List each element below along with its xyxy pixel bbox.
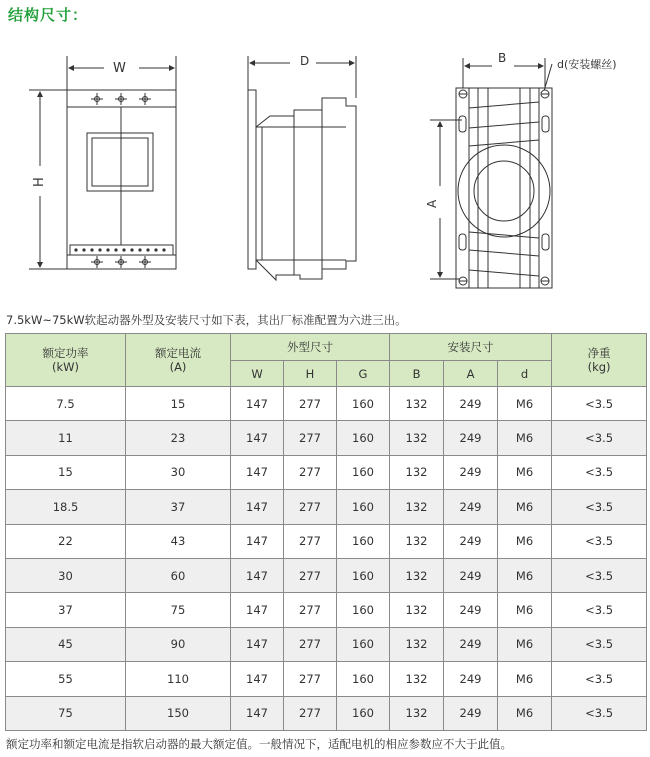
table-cell: 277 bbox=[284, 387, 337, 421]
table-cell: M6 bbox=[498, 490, 552, 524]
table-cell: 132 bbox=[390, 627, 444, 661]
table-cell: <3.5 bbox=[552, 524, 647, 558]
table-cell: 150 bbox=[126, 696, 231, 730]
table-cell: 277 bbox=[284, 524, 337, 558]
rear-view-drawing bbox=[430, 58, 552, 288]
header-outline: 外型尺寸 bbox=[231, 334, 390, 361]
header-h: H bbox=[284, 361, 337, 387]
table-cell: 277 bbox=[284, 421, 337, 455]
table-cell: 147 bbox=[231, 627, 284, 661]
table-cell: 249 bbox=[444, 662, 498, 696]
table-row bbox=[6, 696, 647, 730]
header-power bbox=[6, 334, 126, 387]
section-title: 结构尺寸： bbox=[8, 6, 89, 24]
intro-text: 7.5kW~75kW软起动器外型及安装尺寸如下表，其出厂标准配置为六进三出。 bbox=[6, 313, 407, 327]
table-row bbox=[6, 558, 647, 592]
table-cell: 132 bbox=[390, 455, 444, 489]
table-cell: 160 bbox=[337, 490, 390, 524]
table-cell: 160 bbox=[337, 421, 390, 455]
table-cell: 132 bbox=[390, 524, 444, 558]
table-cell: 277 bbox=[284, 490, 337, 524]
table-cell: 55 bbox=[6, 662, 126, 696]
table-cell: 132 bbox=[390, 662, 444, 696]
table-row bbox=[6, 387, 647, 421]
table-cell: 147 bbox=[231, 662, 284, 696]
table-cell: 249 bbox=[444, 421, 498, 455]
header-weight-label: 净重 bbox=[587, 346, 611, 360]
table-cell: 43 bbox=[126, 524, 231, 558]
table-cell: 23 bbox=[126, 421, 231, 455]
table-row bbox=[6, 524, 647, 558]
table-row bbox=[6, 593, 647, 627]
label-b: B bbox=[498, 51, 507, 65]
table-cell: 277 bbox=[284, 662, 337, 696]
table-cell: 147 bbox=[231, 593, 284, 627]
table-cell: 160 bbox=[337, 558, 390, 592]
table-cell: 30 bbox=[6, 558, 126, 592]
table-cell: 249 bbox=[444, 593, 498, 627]
table-cell: 37 bbox=[6, 593, 126, 627]
table-cell: M6 bbox=[498, 558, 552, 592]
table-cell: 160 bbox=[337, 524, 390, 558]
table-cell: 147 bbox=[231, 696, 284, 730]
footnote: 额定功率和额定电流是指软启动器的最大额定值。一般情况下，适配电机的相应参数应不大于此值。 bbox=[6, 737, 512, 751]
table-cell: <3.5 bbox=[552, 696, 647, 730]
table-row bbox=[6, 490, 647, 524]
header-current bbox=[126, 334, 231, 387]
table-cell: 132 bbox=[390, 387, 444, 421]
table-cell: <3.5 bbox=[552, 662, 647, 696]
front-bottom-screws bbox=[91, 256, 151, 268]
table-cell: 249 bbox=[444, 490, 498, 524]
header-power-unit: (kW) bbox=[51, 360, 79, 374]
table-cell: <3.5 bbox=[552, 455, 647, 489]
table-cell: 7.5 bbox=[6, 387, 126, 421]
table-cell: 30 bbox=[126, 455, 231, 489]
table-cell: M6 bbox=[498, 387, 552, 421]
header-d: d bbox=[498, 361, 552, 387]
table-cell: M6 bbox=[498, 662, 552, 696]
table-cell: 90 bbox=[126, 627, 231, 661]
table-cell: <3.5 bbox=[552, 387, 647, 421]
table-cell: 147 bbox=[231, 490, 284, 524]
table-cell: 22 bbox=[6, 524, 126, 558]
table-cell: 147 bbox=[231, 387, 284, 421]
table-cell: 249 bbox=[444, 627, 498, 661]
table-cell: 110 bbox=[126, 662, 231, 696]
table-cell: 45 bbox=[6, 627, 126, 661]
table-cell: 132 bbox=[390, 696, 444, 730]
header-w: W bbox=[231, 361, 284, 387]
table-row bbox=[6, 455, 647, 489]
table-cell: M6 bbox=[498, 593, 552, 627]
table-cell: 277 bbox=[284, 593, 337, 627]
table-cell: 160 bbox=[337, 455, 390, 489]
table-cell: 160 bbox=[337, 387, 390, 421]
table-cell: 160 bbox=[337, 662, 390, 696]
table-cell: M6 bbox=[498, 524, 552, 558]
table-cell: <3.5 bbox=[552, 593, 647, 627]
table-cell: <3.5 bbox=[552, 490, 647, 524]
table-cell: 15 bbox=[126, 387, 231, 421]
table-row bbox=[6, 662, 647, 696]
front-top-screws bbox=[91, 93, 151, 105]
table-cell: 277 bbox=[284, 455, 337, 489]
table-cell: 147 bbox=[231, 524, 284, 558]
dimension-drawings bbox=[0, 28, 650, 298]
table-row bbox=[6, 421, 647, 455]
side-view-drawing bbox=[248, 56, 356, 280]
table-cell: 75 bbox=[126, 593, 231, 627]
table-cell: 132 bbox=[390, 490, 444, 524]
header-current-label: 额定电流 bbox=[155, 346, 201, 360]
spec-table bbox=[5, 333, 647, 731]
table-cell: 249 bbox=[444, 387, 498, 421]
header-weight-unit: (kg) bbox=[587, 360, 611, 374]
table-row bbox=[6, 627, 647, 661]
table-cell: 160 bbox=[337, 696, 390, 730]
table-cell: 132 bbox=[390, 421, 444, 455]
table-cell: 160 bbox=[337, 627, 390, 661]
spec-table-body bbox=[6, 387, 647, 731]
table-cell: <3.5 bbox=[552, 627, 647, 661]
table-cell: 15 bbox=[6, 455, 126, 489]
label-screw: d(安装螺丝) bbox=[557, 58, 617, 71]
header-current-unit: (A) bbox=[169, 360, 187, 374]
header-g: G bbox=[337, 361, 390, 387]
table-cell: 147 bbox=[231, 421, 284, 455]
table-cell: 249 bbox=[444, 524, 498, 558]
table-cell: M6 bbox=[498, 696, 552, 730]
label-w: W bbox=[113, 61, 126, 76]
front-view-drawing bbox=[29, 56, 176, 269]
table-cell: 37 bbox=[126, 490, 231, 524]
table-cell: 75 bbox=[6, 696, 126, 730]
header-b: B bbox=[390, 361, 444, 387]
table-cell: 11 bbox=[6, 421, 126, 455]
table-cell: 147 bbox=[231, 455, 284, 489]
table-cell: <3.5 bbox=[552, 421, 647, 455]
table-cell: 277 bbox=[284, 696, 337, 730]
table-cell: M6 bbox=[498, 455, 552, 489]
table-cell: 249 bbox=[444, 558, 498, 592]
header-a: A bbox=[444, 361, 498, 387]
table-cell: 249 bbox=[444, 455, 498, 489]
table-cell: 277 bbox=[284, 558, 337, 592]
table-cell: 277 bbox=[284, 627, 337, 661]
table-cell: M6 bbox=[498, 627, 552, 661]
label-d: D bbox=[300, 54, 310, 68]
table-cell: 132 bbox=[390, 593, 444, 627]
table-cell: 249 bbox=[444, 696, 498, 730]
table-cell: 18.5 bbox=[6, 490, 126, 524]
table-cell: M6 bbox=[498, 421, 552, 455]
table-cell: 132 bbox=[390, 558, 444, 592]
label-a: A bbox=[425, 199, 439, 208]
label-h: H bbox=[32, 177, 47, 187]
table-cell: <3.5 bbox=[552, 558, 647, 592]
table-cell: 160 bbox=[337, 593, 390, 627]
header-mount: 安装尺寸 bbox=[390, 334, 552, 361]
header-weight bbox=[552, 334, 647, 387]
header-power-label: 额定功率 bbox=[42, 346, 89, 360]
table-cell: 60 bbox=[126, 558, 231, 592]
table-cell: 147 bbox=[231, 558, 284, 592]
